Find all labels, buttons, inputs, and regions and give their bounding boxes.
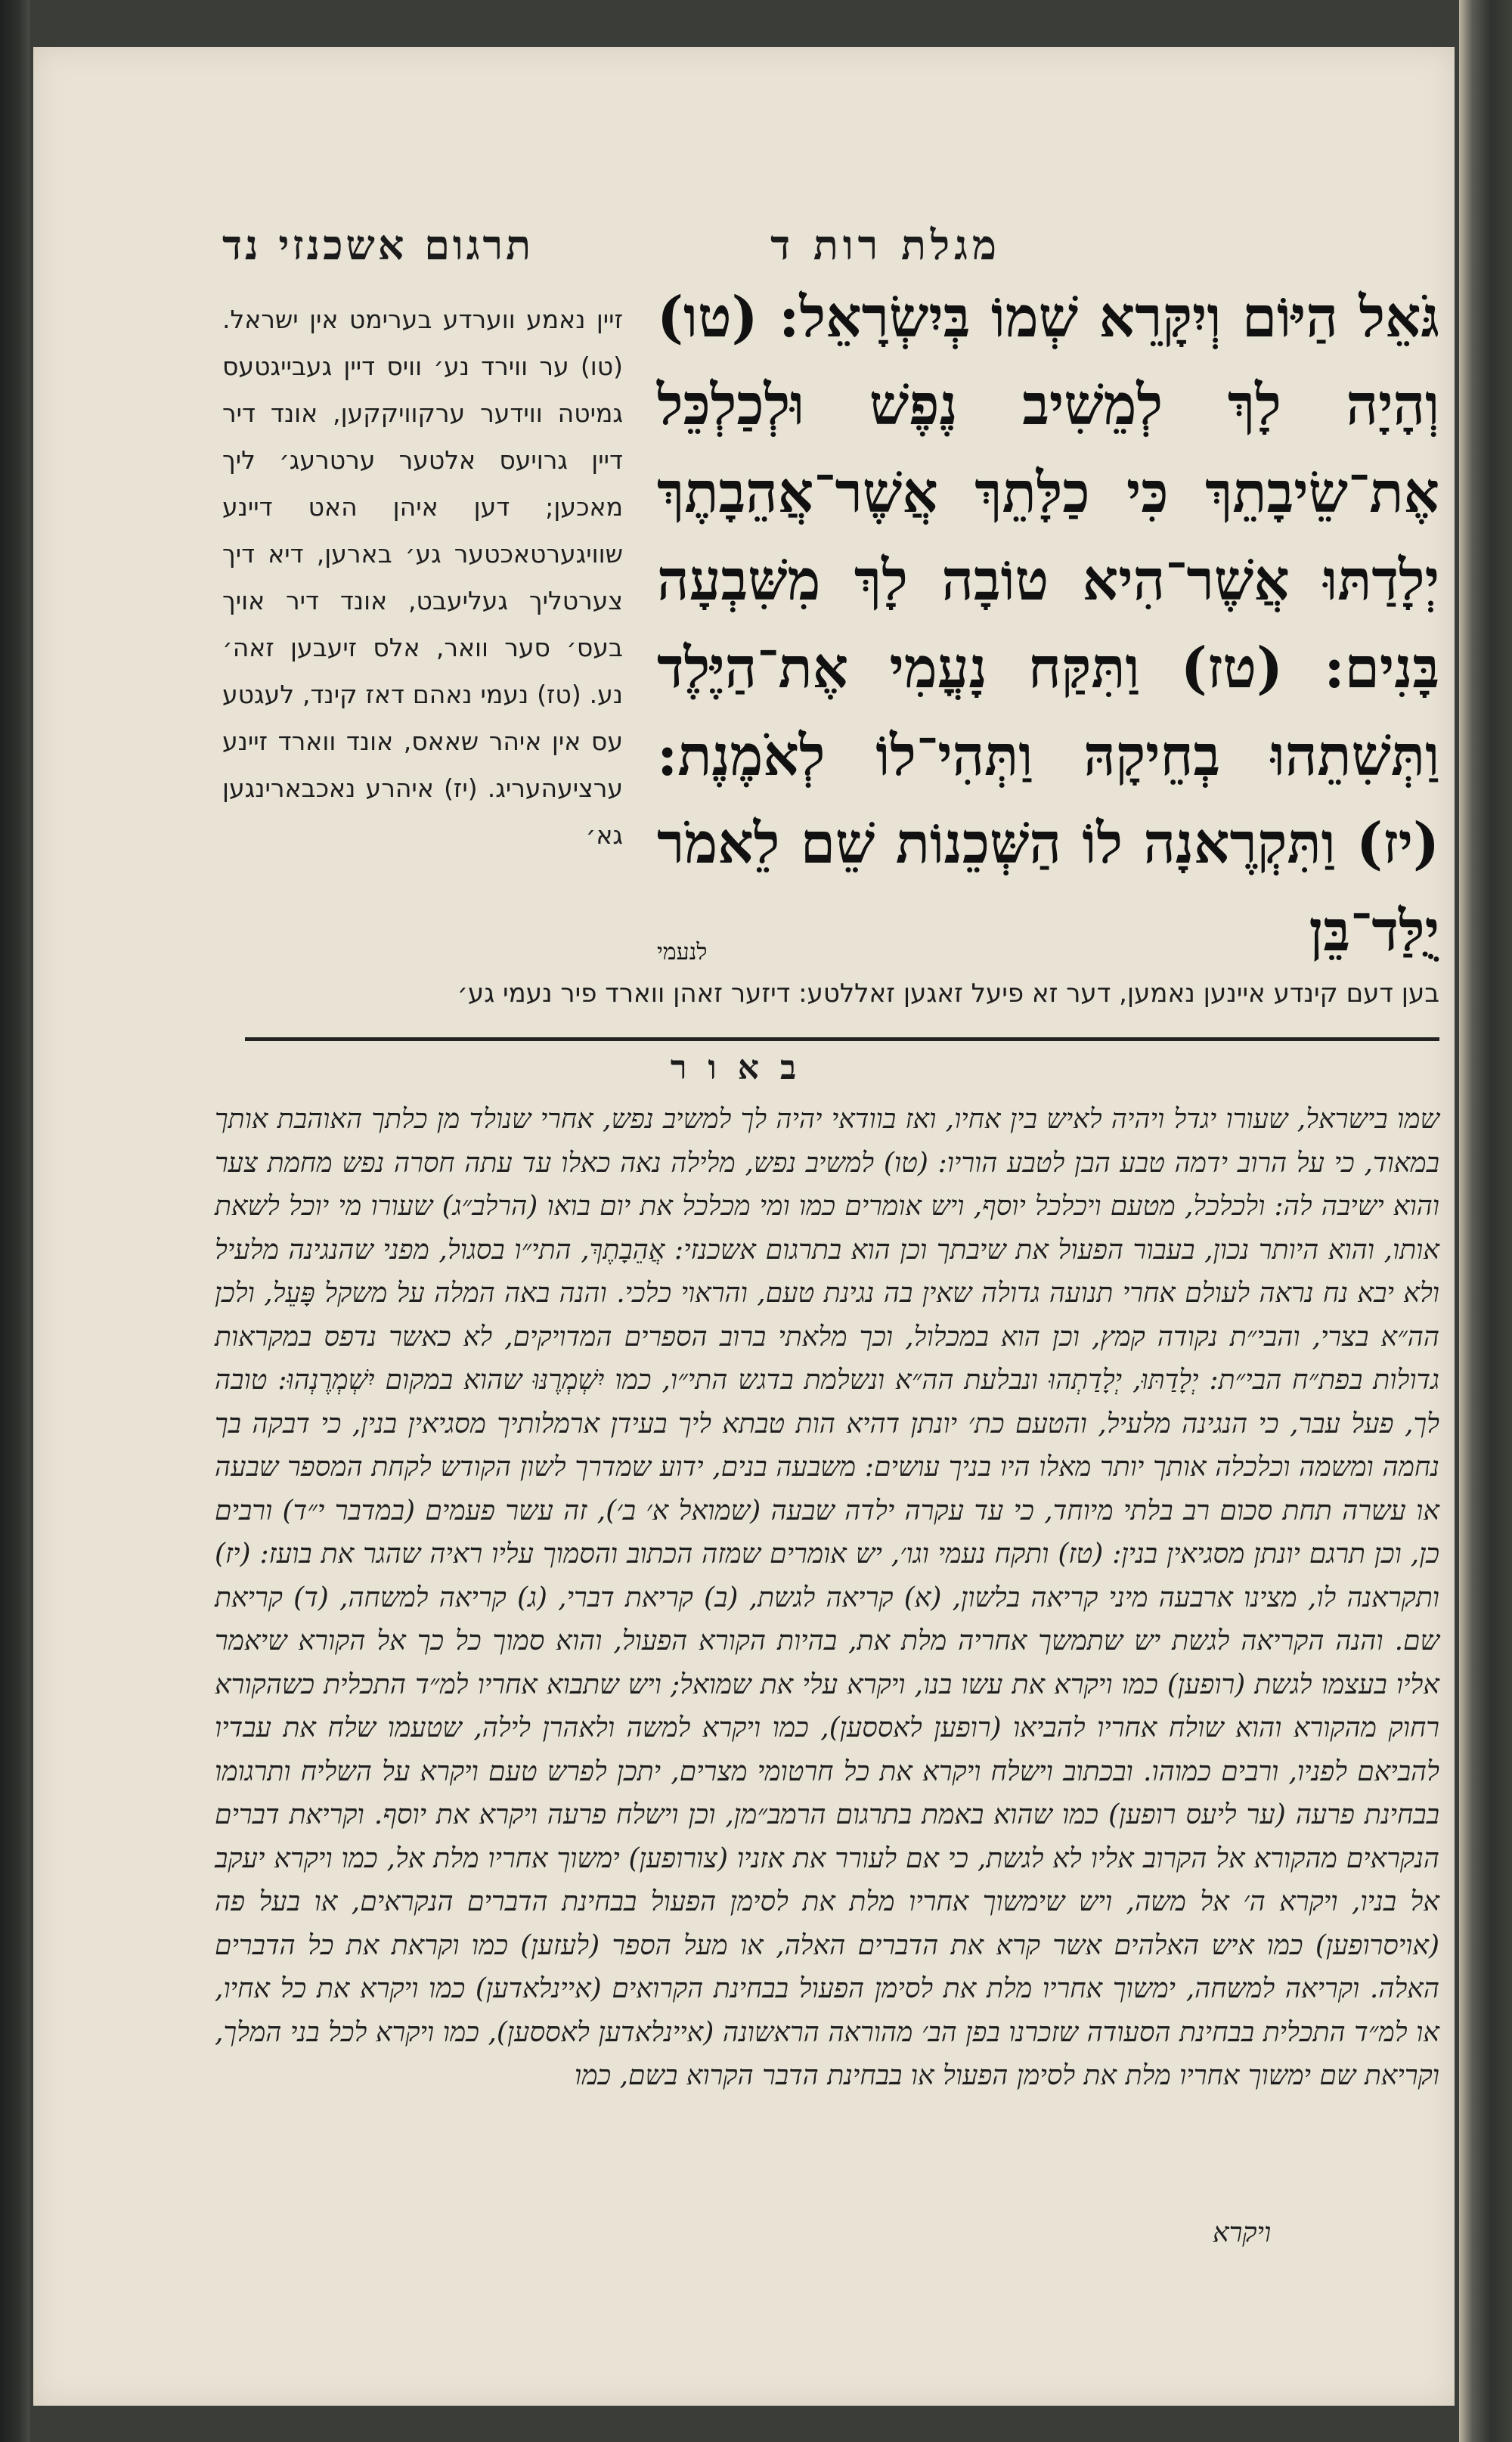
- commentary-text: שמו בישראל, שעורו יגדל ויהיה לאיש בין אחיו, ואז בוודאי יהיה לך למשיב נפש, אחרי שנולד מן כלתך האוהבת אותך במאוד, כי על הרוב ידמה טבע הבן לטבע הוריו: (טו) למשיב נפש, מלילה נאה כאלו עד עתה חסרה נפש מחמת צער והוא ישיבה לה: ולכלכל, מטעם ויכלכל יוסף, ויש אומרים כמו ומי מכלכל את יום בואו (הרלב״ג) שעורו מי יוכל לשאת אותו, והוא היותר נכון, בעבור הפעול את שיבתך וכן הוא בתרגום אשכנזי: אֲהֵבָתֶךְ, התי״ו בסגול, מפני שהנגינה מלעיל ולא יבא נח נראה לעולם אחרי תנועה גדולה שאין בה נגינת טעם, והראוי כלכי. והנה באה המלה על משקל פָּעֵל, ולכן הה״א בצרי, והבי״ת נקודה קמץ, וכן הוא במכלול, וכך מלאתי ברוב הספרים המדויקים, לא כאשר נדפס במקראות גדולות בפת״ח הבי״ת: יְלָדַתּוּ, יְלָדַתְהוּ ונבלעת הה״א ונשלמת בדגש התי״ו, כמו יִשְׁמְרֶנּוּ שהוא במקום יִשְׁמְרֶנְהוּ: טובה לך, פעל עבר, כי הנגינה מלעיל, והטעם כת׳ יונתן דהיא הות טבתא ליך בעידן ארמלותיך מסגיאין בנין, כי דבקה בך נחמה ומשמה וכלכלה אותך יותר מאלו היו בניך עושים: משבעה בנים, ידוע שמדרך לשון הקודש לקחת המספר שבעה או עשרה תחת סכום רב בלתי מיוחד, כי עד עקרה ילדה שבעה (שמואל א׳ ב׳), זה עשר פעמים (במדבר י״ד) ורבים כן, וכן תרגם יונתן מסגיאין בנין: (טז) ותקח נעמי וגו׳, יש אומרים שמזה הכתוב והסמוך עליו ראיה שהגר את בועז: (יז) ותקראנה לו, מצינו ארבעה מיני קריאה בלשון, (א) קריאה לגשת, (ב) קריאת דברי, (ג) קריאה למשחה, (ד) קריאת שם. והנה הקריאה לגשת יש שתמשך אחריה מלת את, בהיות הקורא הפעול, והוא סמוך כל כך אל הקורא שיאמר אליו בעצמו לגשת (רופען) כמו ויקרא את עשו בנו, ויקרא עלי את שמואל; ויש שתבוא אחריו למ״ד התכלית כשהקורא רחוק מהקורא והוא שולח אחריו להביאו (רופען לאססען), כמו ויקרא למשה ולאהרן לילה, שטעמו שלח את עבדיו להביאם לפניו, ורבים כמוהו. ובכתוב וישלח ויקרא את כל חרטומי מצרים, יתכן לפרש טעם ויקרא על השליח ותרגומו בבחינת פרעה (ער ליעס רופען) כמו שהוא באמת בתרגום הרמב״מן, וכן וישלח פרעה ויקרא את יוסף. וקריאת דברים הנקראים מהקורא אל הקרוב אליו לא לגשת, כי אם לעורר את אזניו (צורופען) ימשוך אחריו מלת אל, כמו ויקרא יעקב אל בניו, ויקרא ה׳ אל משה, ויש שימשוך אחריו מלת את לסימן הפעול בבחינת הדברים הנקראים, או בעל פה (אויסרופען) כמו איש האלהים אשר קרא את הדברים האלה, או מעל הספר (לעזען) כמו וקראת את כל הדברים האלה. וקריאה למשחה, ימשוך אחריו מלת את לסימן הפעול בבחינת הקרואים (איינלאדען) כמו ויקרא את כל אחיו, או למ״ד התכלית בבחינת הסעודה שזכרנו בפן הב׳ מהוראה הראשונה (איינלאדען לאססען), כמו ויקרא לכל בני המלך, וקריאת שם ימשוך אחריו מלת את לסימן הפעול או בבחינת הדבר הקרוא בשם, כמו: [215, 1104, 1439, 2091]
- commentary-title: באור: [670, 1049, 818, 1087]
- translation-continuation: בען דעם קינדע איינען נאמען, דער זא פיעל זאגען זאללטע: דיזער זאהן ווארד פיר נעמי גע׳: [457, 978, 1439, 1009]
- header-left-title: תרגום אשכנזי נד: [222, 221, 534, 269]
- section-divider: [245, 1037, 1439, 1041]
- page-catchword: ויקרא: [1213, 2217, 1272, 2248]
- yiddish-text: זיין נאמע ווערדע בערימט אין ישראל. (טו) ער ווירד נע׳ וויס דיין געבייגטעס גמיטה ווידער ערקוויקקען, אונד דיר דיין גרויעס אלטער ערטרעג׳ ליך מאכען; דען איהן האט דיינע שוויגערטאכטער גע׳ בארען, דיא דיך צערטליך געליעבט, אונד דיר אויך בעס׳ סער וואר, אלס זיעבען זאה׳ נע. (טז) נעמי נאהם דאז קינד, לעגטע עס אין איהר שאאס, אונד ווארד זיינע ערציעהעריג. (יז) איהרע נאכבארינגען גא׳: [222, 305, 623, 850]
- hebrew-verse-text: גֹּאֵל הַיּוֹם וְיִקָּרֵא שְׁמוֹ בְּיִשְׂרָאֵל: (טו) וְהָיָה לָךְ לְמֵשִׁיב נֶפֶשׁ וּלְכַלְכֵּל אֶת־שֵׂיבָתֵךְ כִּי כַלָּתֵךְ אֲשֶׁר־אֲהֵבָתֶךְ יְלָדַתּוּ אֲשֶׁר־הִיא טוֹבָה לָךְ מִשִּׁבְעָה בָּנִים: (טז) וַתִּקַּח נָעֳמִי אֶת־הַיֶּלֶד וַתְּשִׁתֵהוּ בְחֵיקָהּ וַתְּהִי־לוֹ לְאֹמֶנֶת: (יז) וַתִּקְרֶאנָה לוֹ הַשְּׁכֵנוֹת שֵׁם לֵאמֹר יֻלַּד־בֵּן: [657, 285, 1439, 964]
- hebrew-catchword: לנעמי: [657, 939, 708, 965]
- book-page: [33, 47, 1455, 2406]
- page-header: [33, 198, 1455, 274]
- yiddish-translation-column: [222, 296, 623, 859]
- hebrew-text-column: [657, 274, 1439, 975]
- commentary-text-block: [215, 1098, 1439, 2098]
- book-binding-right: [1459, 0, 1512, 2442]
- book-binding-left: [0, 0, 30, 2442]
- header-right-title: מגלת רות ד: [770, 221, 1001, 269]
